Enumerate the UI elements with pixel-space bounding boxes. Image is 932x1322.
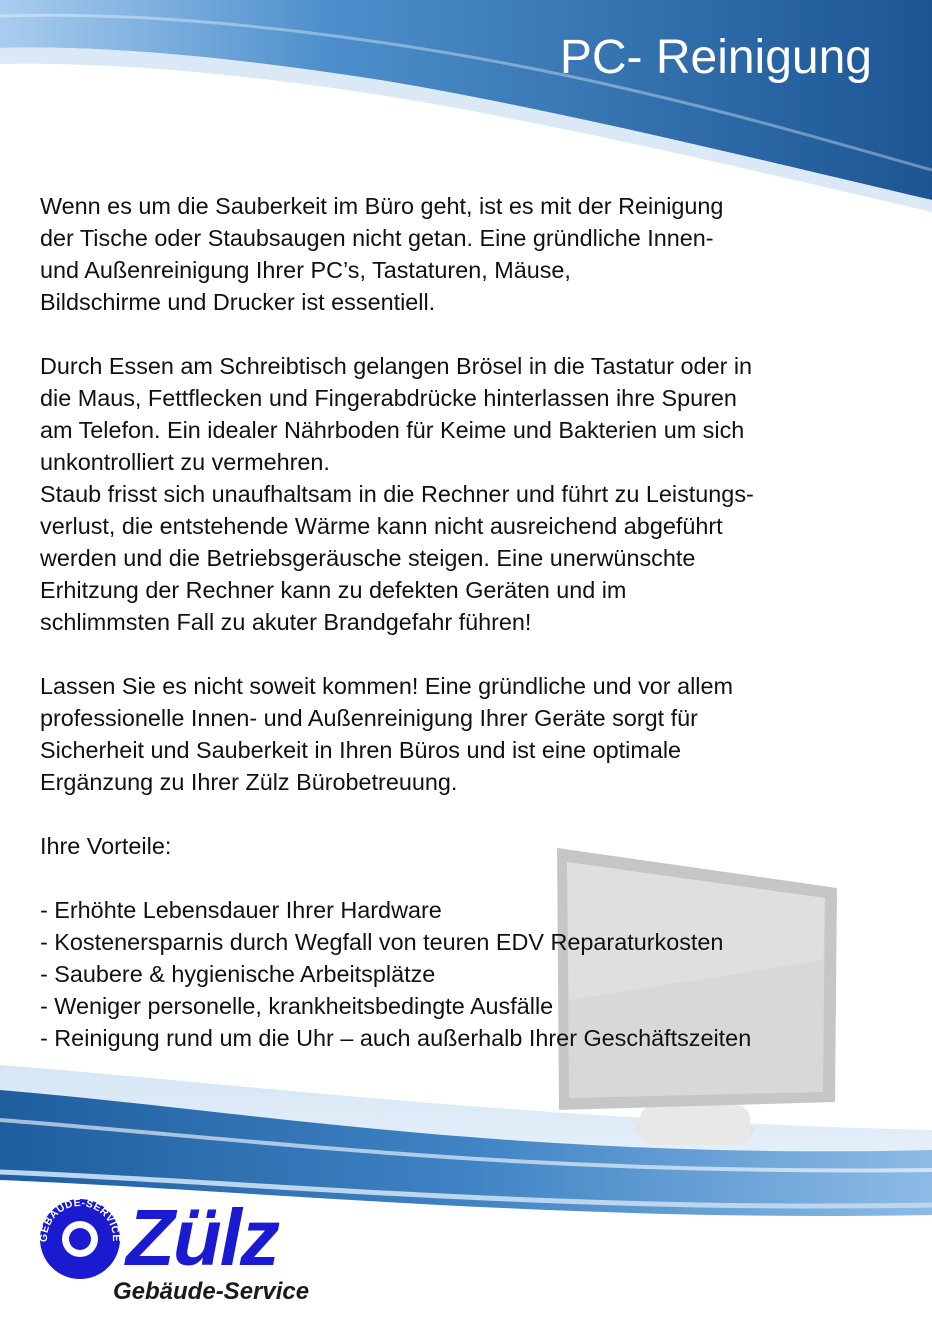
problems-paragraph bbox=[40, 350, 890, 638]
seal-text: GEBÄUDE-SERVICE bbox=[38, 1196, 123, 1243]
text-line: werden und die Betriebsgeräusche steigen. Eine unerwünschte bbox=[40, 545, 696, 571]
page-title: PC- Reinigung bbox=[559, 31, 872, 84]
company-logo bbox=[38, 1195, 368, 1310]
text-line: Sicherheit und Sauberkeit in Ihren Büros und ist eine optimale bbox=[40, 737, 682, 763]
text-line: unkontrolliert zu vermehren. bbox=[40, 449, 330, 475]
text-line: Wenn es um die Sauberkeit im Büro geht, ist es mit der Reinigung bbox=[40, 193, 724, 219]
text-line: Erhitzung der Rechner kann zu defekten Geräten und im bbox=[40, 577, 627, 603]
document-body bbox=[40, 190, 890, 1054]
solution-paragraph bbox=[40, 670, 890, 798]
benefits-list bbox=[40, 894, 890, 1054]
list-item: - Weniger personelle, krankheitsbedingte Ausfälle bbox=[40, 993, 554, 1019]
text-line: schlimmsten Fall zu akuter Brandgefahr führen! bbox=[40, 609, 532, 635]
text-line: am Telefon. Ein idealer Nährboden für Keime und Bakterien um sich bbox=[40, 417, 745, 443]
seal-icon bbox=[38, 1197, 122, 1279]
text-line: der Tische oder Staubsaugen nicht getan. Eine gründliche Innen- bbox=[40, 225, 714, 251]
list-item: - Kostenersparnis durch Wegfall von teuren EDV Reparaturkosten bbox=[40, 929, 724, 955]
text-line: Durch Essen am Schreibtisch gelangen Brösel in die Tastatur oder in bbox=[40, 353, 753, 379]
text-line: Staub frisst sich unaufhaltsam in die Rechner und führt zu Leistungs- bbox=[40, 481, 754, 507]
text-line: Ergänzung zu Ihrer Zülz Bürobetreuung. bbox=[40, 769, 458, 795]
brand-subtitle: Gebäude-Service bbox=[113, 1278, 310, 1305]
text-line: Bildschirme und Drucker ist essentiell. bbox=[40, 289, 436, 315]
text-line: verlust, die entstehende Wärme kann nicht ausreichend abgeführt bbox=[40, 513, 723, 539]
brand-name: Zülz bbox=[126, 1195, 278, 1282]
list-item: - Erhöhte Lebensdauer Ihrer Hardware bbox=[40, 897, 442, 923]
list-item: - Saubere & hygienische Arbeitsplätze bbox=[40, 961, 436, 987]
text-line: und Außenreinigung Ihrer PC’s, Tastaturen, Mäuse, bbox=[40, 257, 571, 283]
text-line: professionelle Innen- und Außenreinigung Ihrer Geräte sorgt für bbox=[40, 705, 698, 731]
text-line: Lassen Sie es nicht soweit kommen! Eine gründliche und vor allem bbox=[40, 673, 733, 699]
intro-paragraph bbox=[40, 190, 890, 318]
benefits-heading: Ihre Vorteile: bbox=[40, 833, 172, 859]
text-line: die Maus, Fettflecken und Fingerabdrücke hinterlassen ihre Spuren bbox=[40, 385, 737, 411]
list-item: - Reinigung rund um die Uhr – auch außerhalb Ihrer Geschäftszeiten bbox=[40, 1025, 752, 1051]
